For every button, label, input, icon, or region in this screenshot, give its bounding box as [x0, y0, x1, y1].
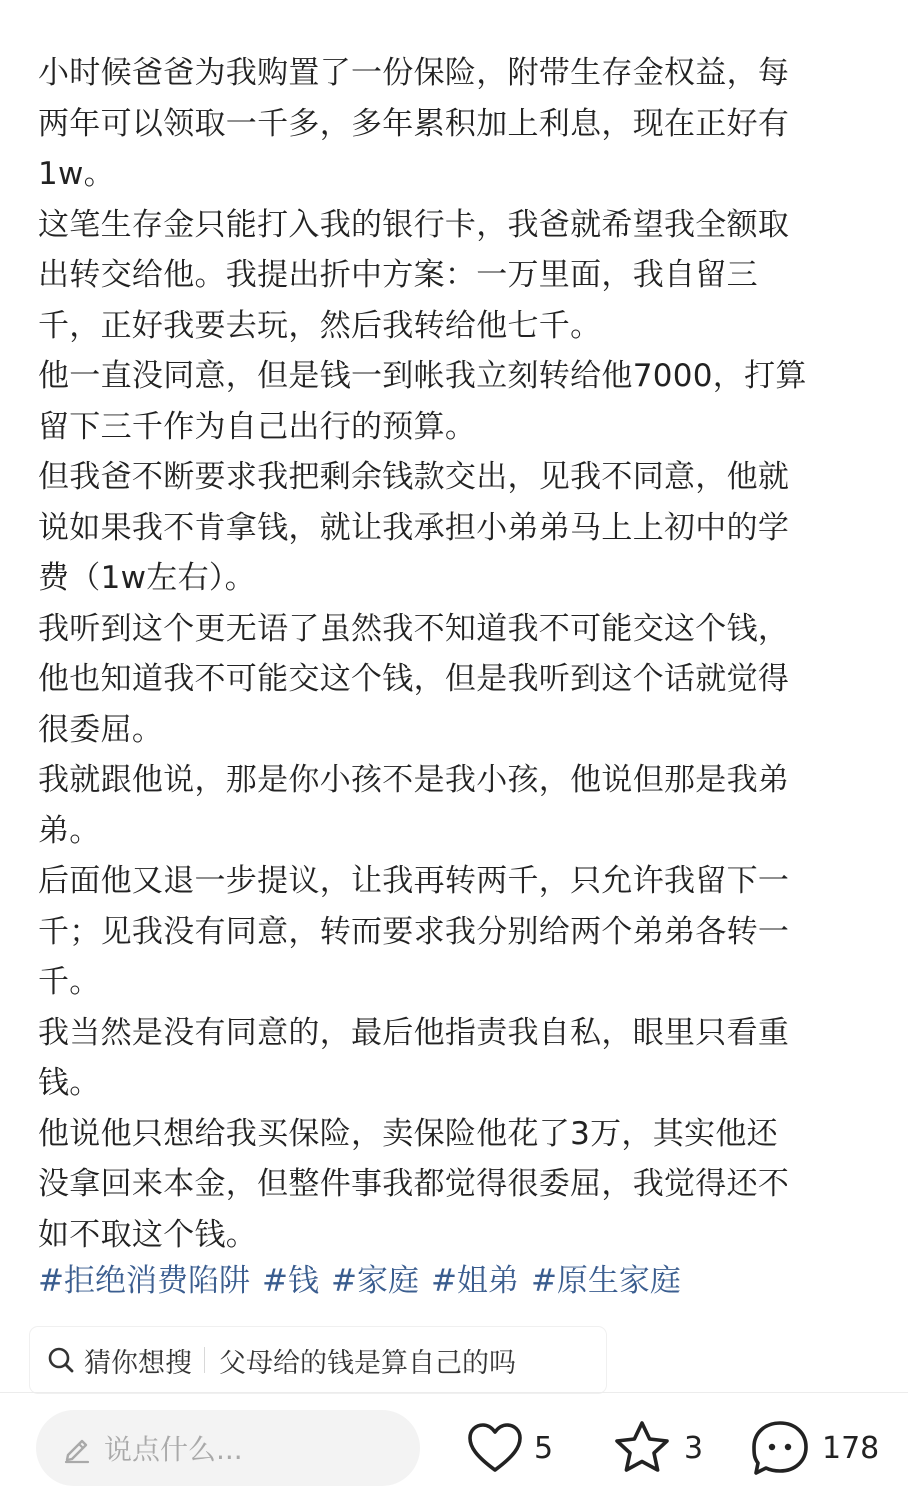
hashtag-link[interactable]: #拒绝消费陷阱	[38, 1263, 250, 1299]
search-icon	[46, 1345, 76, 1375]
star-icon	[610, 1418, 674, 1478]
hashtag-link[interactable]: #姐弟	[430, 1263, 519, 1299]
comment-input[interactable]	[36, 1410, 420, 1486]
post-line: 两年可以领取一千多，多年累积加上利息，现在正好有	[38, 105, 790, 142]
comment-bubble-icon	[748, 1418, 812, 1478]
post-line: 这笔生存金只能打入我的银行卡，我爸就希望我全额取	[38, 206, 790, 243]
post-body	[38, 48, 878, 1260]
hashtag-link[interactable]: #家庭	[330, 1263, 419, 1299]
post-line: 我听到这个更无语了虽然我不知道我不可能交这个钱，	[38, 610, 790, 647]
post-line: 小时候爸爸为我购置了一份保险，附带生存金权益，每	[38, 55, 790, 91]
footer-divider	[0, 1392, 908, 1393]
post-line: 千。	[38, 964, 101, 1000]
post-line: 出转交给他。我提出折中方案：一万里面，我自留三	[38, 257, 758, 293]
search-suggestion[interactable]	[30, 1327, 606, 1393]
post-line: 留下三千作为自己出行的预算。	[38, 408, 477, 445]
comment-placeholder: 说点什么...	[104, 1433, 243, 1466]
post-line: 很委屈。	[38, 711, 164, 748]
post-line: 没拿回来本金，但整件事我都觉得很委屈，我觉得还不	[38, 1166, 790, 1202]
hashtag-list	[38, 1258, 693, 1304]
collect-button[interactable]	[610, 1418, 703, 1478]
post-line: 后面他又退一步提议，让我再转两千，只允许我留下一	[38, 863, 790, 899]
suggested-query: 父母给的钱是算自己的吗	[219, 1347, 516, 1379]
like-count: 5	[534, 1430, 554, 1466]
heart-icon	[466, 1421, 524, 1475]
suggestion-label: 猜你想搜	[84, 1347, 192, 1379]
hashtag-link[interactable]: #原生家庭	[530, 1263, 681, 1299]
divider	[204, 1347, 205, 1373]
post-line: 说如果我不肯拿钱，就让我承担小弟弟马上上初中的学	[38, 509, 790, 546]
post-line: 但我爸不断要求我把剩余钱款交出，见我不同意，他就	[38, 459, 790, 495]
post-line: 千，正好我要去玩，然后我转给他七千。	[38, 307, 602, 344]
post-line: 他一直没同意，但是钱一到帐我立刻转给他7000，打算	[38, 358, 807, 394]
post-line: 弟。	[38, 812, 101, 849]
post-line: 他说他只想给我买保险，卖保险他花了3万，其实他还	[38, 1115, 778, 1152]
post-line: 费（1w左右）。	[38, 560, 256, 596]
comment-button[interactable]	[748, 1418, 879, 1478]
comment-count: 178	[822, 1430, 880, 1466]
like-button[interactable]	[466, 1418, 553, 1478]
post-line: 1w。	[38, 156, 115, 192]
post-line: 我当然是没有同意的，最后他指责我自私，眼里只看重	[38, 1014, 790, 1051]
post-line: 我就跟他说，那是你小孩不是我小孩，他说但那是我弟	[38, 762, 790, 798]
pencil-icon	[60, 1431, 94, 1465]
post-line: 千；见我没有同意，转而要求我分别给两个弟弟各转一	[38, 913, 790, 950]
post-line: 如不取这个钱。	[38, 1216, 258, 1253]
hashtag-link[interactable]: #钱	[261, 1263, 319, 1299]
post-line: 钱。	[38, 1065, 101, 1101]
collect-count: 3	[684, 1430, 704, 1466]
post-line: 他也知道我不可能交这个钱，但是我听到这个话就觉得	[38, 661, 790, 697]
